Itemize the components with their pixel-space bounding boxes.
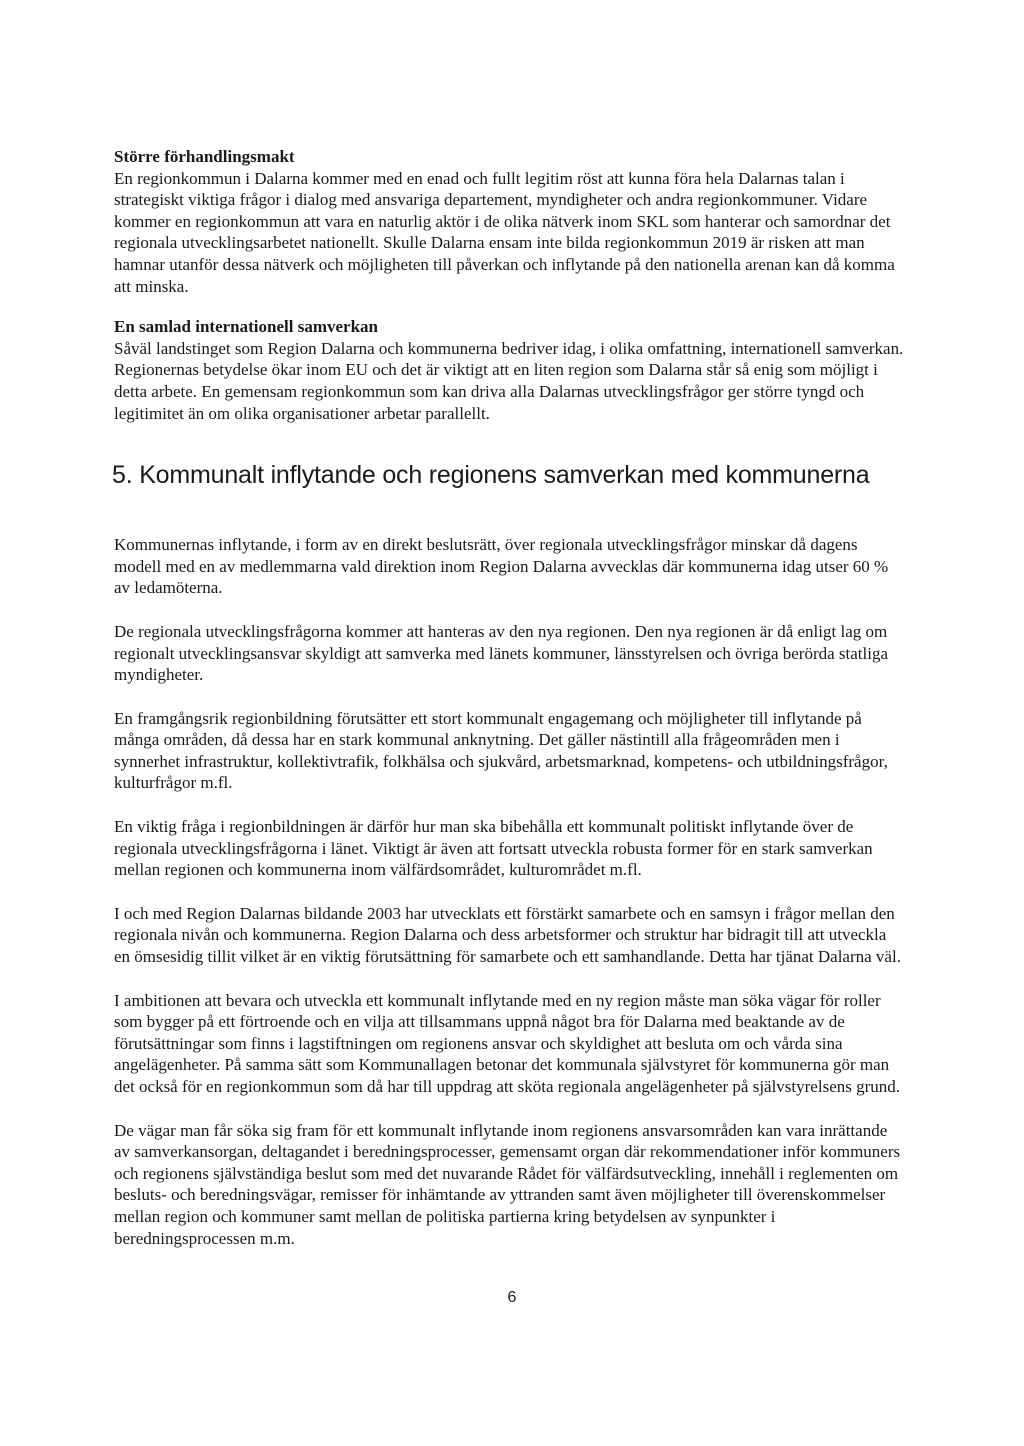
page-number: 6 <box>507 1289 517 1306</box>
chapter-body <box>114 534 904 1249</box>
body-paragraph: En viktig fråga i regionbildningen är därför hur man ska bibehålla ett kommunalt politiskt inflytande över de regionala utvecklingsfrågorna i länet. Viktigt är även att fortsatt utveckla robusta former för en stark samverkan mellan regionen och kommunerna inom välfärdsområdet, kulturområdet m.fl. <box>114 817 873 880</box>
section-heading: Större förhandlingsmakt <box>114 147 295 166</box>
section-heading: En samlad internationell samverkan <box>114 317 378 337</box>
body-paragraph: En framgångsrik regionbildning förutsätter ett stort kommunalt engagemang och möjligheter till inflytande på många områden, då dessa har en stark kommunal anknytning. Det gäller nästintill alla frågeområden men i synnerhet infrastruktur, kollektivtrafik, folkhälsa och sjukvård, arbetsmarknad, kompetens- och utbildningsfrågor, kulturfrågor m.fl. <box>114 708 888 793</box>
chapter-heading: 5. Kommunalt inflytande och regionens samverkan med kommunerna <box>112 461 870 490</box>
section-international-cooperation <box>114 316 904 424</box>
body-paragraph: De vägar man får söka sig fram för ett kommunalt inflytande inom regionens ansvarsområden kan vara inrättande av samverkansorgan, deltagandet i beredningsprocesser, gemensamt organ där rekommendationer inför kommuners och regionens självständiga beslut som med det nuvarande Rådet för välfärdsutveckling, innehåll i reglementen om besluts- och beredningsvägar, remisser för inhämtande av yttranden samt även möjligheter till överenskommelser mellan region och kommuner samt mellan de politiska partierna kring betydelsen av synpunkter i beredningsprocessen m.m. <box>114 1120 901 1248</box>
body-paragraph: De regionala utvecklingsfrågorna kommer att hanteras av den nya regionen. Den nya regionen är då enligt lag om regionalt utvecklingsansvar skyldigt att samverka med länets kommuner, länsstyrelsen och övriga berörda statliga myndigheter. <box>114 621 889 685</box>
body-paragraph: I ambitionen att bevara och utveckla ett kommunalt inflytande med en ny region måste man söka vägar för roller som bygger på ett förtroende och en vilja att tillsammans uppnå något bra för Dalarna med beaktande av de förutsättningar som finns i lagstiftningen om regionens ansvar och skyldighet att besluta om och vårda sina angelägenheter. På samma sätt som Kommunallagen betonar det kommunala självstyret för kommunerna gör man det också för en regionkommun som då har till uppdrag att sköta regionala angelägenheter på självstyrelsens grund. <box>114 990 901 1096</box>
document-page <box>114 146 904 1271</box>
section-paragraph: En regionkommun i Dalarna kommer med en enad och fullt legitim röst att kunna föra hela Dalarnas talan i strategiskt viktiga frågor i dialog med ansvariga departement, myndigheter och andra regionkommuner. Vidare kommer en regionkommun att vara en naturlig aktör i de olika nätverk inom SKL som hanterar och samordnar det regionala utvecklingsarbetet nationellt. Skulle Dalarna ensam inte bilda regionkommun 2019 är risken att man hamnar utanför dessa nätverk och möjligheten till påverkan och inflytande på den nationella arenan kan då komma att minska. <box>114 168 895 296</box>
body-paragraph: Kommunernas inflytande, i form av en direkt beslutsrätt, över regionala utvecklingsfrågor minskar då dagens modell med en av medlemmarna vald direktion inom Region Dalarna avvecklas där kommunerna idag utser 60 % av ledamöterna. <box>114 535 889 598</box>
section-paragraph: Såväl landstinget som Region Dalarna och kommunerna bedriver idag, i olika omfattning, internationell samverkan. Regionernas betydelse ökar inom EU och det är viktigt att en liten region som Dalarna står så enig som möjligt i detta arbete. En gemensam regionkommun som kan driva alla Dalarnas utvecklingsfrågor ger större tyngd och legitimitet än om olika organisationer arbetar parallellt. <box>114 338 904 423</box>
body-paragraph: I och med Region Dalarnas bildande 2003 har utvecklats ett förstärkt samarbete och en samsyn i frågor mellan den regionala nivån och kommunerna. Region Dalarna och dess arbetsformer och struktur har bidragit till att utveckla en ömsesidig tillit vilket är en viktig förutsättning för samarbete och ett samhandlande. Detta har tjänat Dalarna väl. <box>114 903 901 967</box>
section-stronger-negotiating-power <box>114 146 904 297</box>
